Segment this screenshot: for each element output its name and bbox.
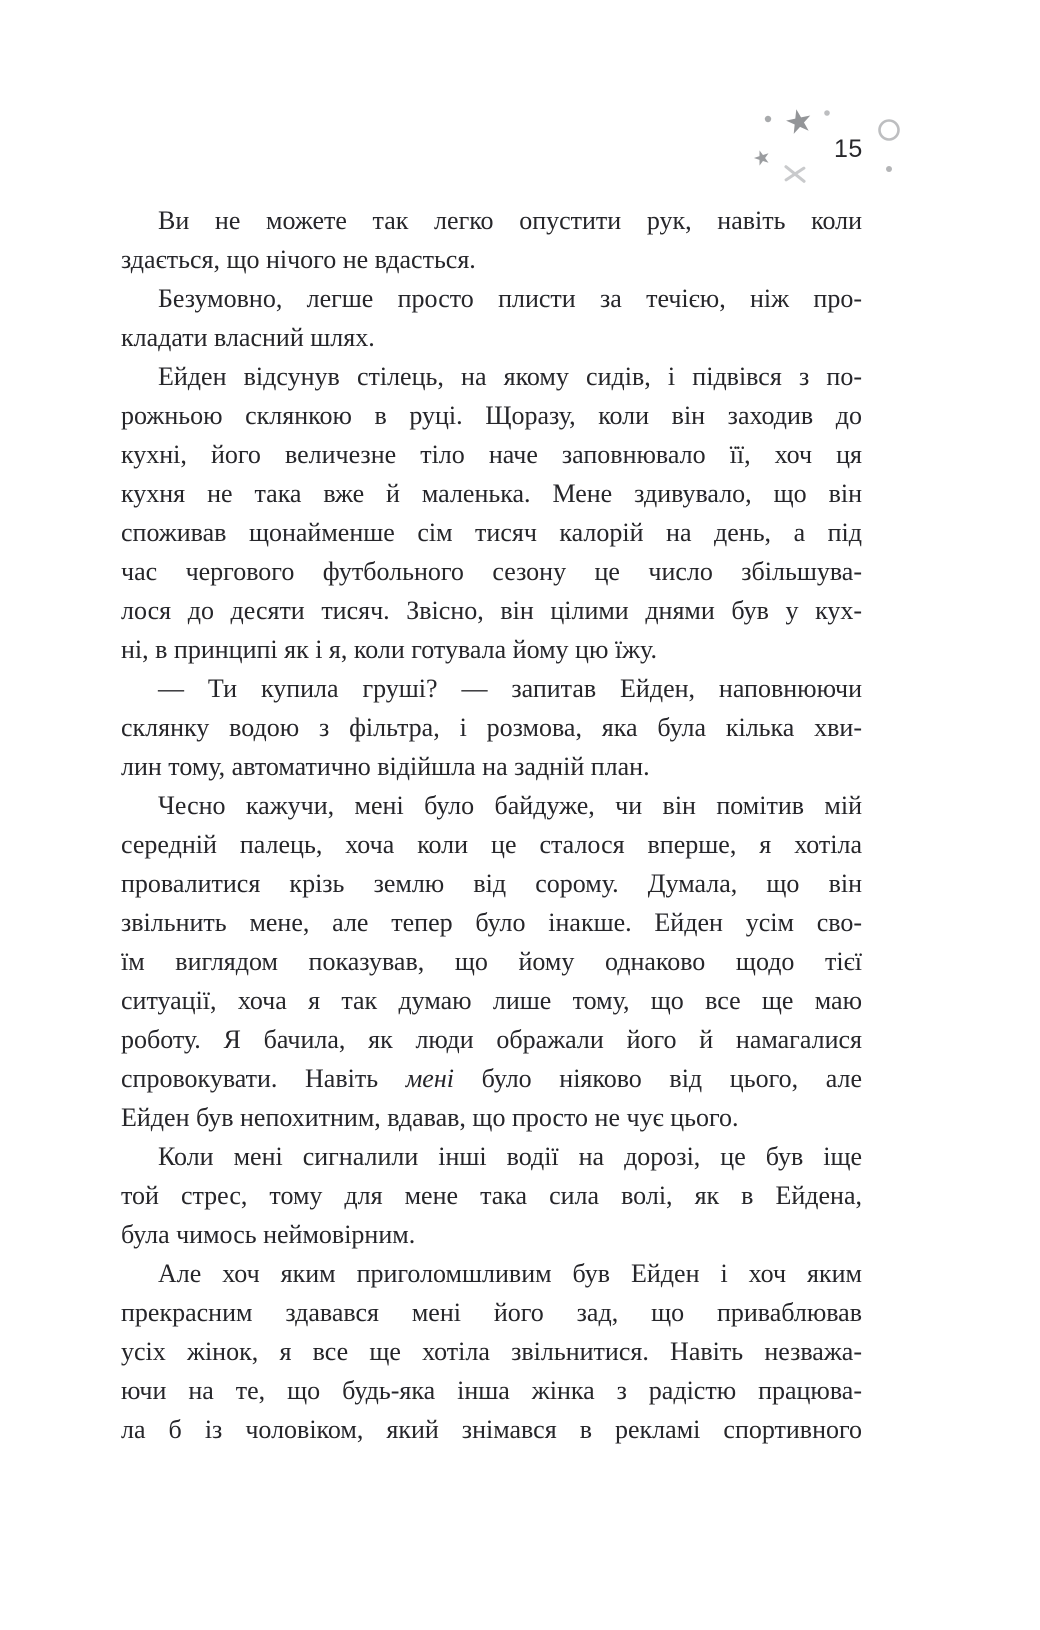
cross-icon xyxy=(784,166,806,183)
dot-icon xyxy=(765,116,771,122)
text-line: провалитися крізь землю від сорому. Думала, що він xyxy=(121,869,862,898)
text-line: спровокувати. Навіть мені було ніяково від цього, але xyxy=(121,1064,862,1093)
circle-icon xyxy=(880,121,899,140)
text-line: була чимось неймовірним. xyxy=(121,1220,416,1249)
text-line: усіх жінок, я все ще хотіла звільнитися. Навіть незважа- xyxy=(121,1337,862,1366)
dot-icon xyxy=(886,166,892,172)
text-line: лин тому, автоматично відійшла на задній план. xyxy=(121,752,650,781)
text-line: прекрасним здавався мені його зад, що приваблював xyxy=(121,1298,862,1327)
text-line: споживав щонайменше сім тисяч калорій на день, а під xyxy=(121,518,862,547)
text-line: середній палець, хоча коли це сталося вперше, я хотіла xyxy=(121,830,862,859)
star-icon xyxy=(752,148,771,167)
text-line: здається, що нічого не вдасться. xyxy=(121,245,476,274)
text-line: — Ти купила груші? — запитав Ейден, наповнюючи xyxy=(158,674,862,703)
text-line: Ви не можете так легко опустити рук, навіть коли xyxy=(158,206,862,235)
text-line: роботу. Я бачила, як люди ображали його й намагалися xyxy=(121,1025,862,1054)
text-line: лося до десяти тисяч. Звісно, він цілими днями був у кух- xyxy=(121,596,862,625)
text-line: ситуації, хоча я так думаю лише тому, що все ще маю xyxy=(121,986,862,1015)
text-line: кладати власний шлях. xyxy=(121,323,375,352)
text-line: їм виглядом показував, що йому однаково щодо тієї xyxy=(121,947,862,976)
text-line: Але хоч яким приголомшливим був Ейден і хоч яким xyxy=(158,1259,862,1288)
text-line: ні, в принципі як і я, коли готувала йому цю їжу. xyxy=(121,635,657,664)
text-line: звільнить мене, але тепер було інакше. Ейден усім сво- xyxy=(121,908,862,937)
text-line: час чергового футбольного сезону це число збільшува- xyxy=(121,557,862,586)
text-line: склянку водою з фільтра, і розмова, яка була кілька хви- xyxy=(121,713,862,742)
text-line: кухня не така вже й маленька. Мене здивувало, що він xyxy=(121,479,862,508)
text-line: Безумовно, легше просто плисти за течією, ніж про- xyxy=(158,284,862,313)
text-line: Ейден був непохитним, вдавав, що просто не чує цього. xyxy=(121,1103,739,1132)
text-line: Чесно кажучи, мені було байдуже, чи він помітив мій xyxy=(158,791,862,820)
star-cluster-decoration xyxy=(745,100,915,185)
text-line: рожньою склянкою в руці. Щоразу, коли він заходив до xyxy=(121,401,862,430)
text-line: ла б із чоловіком, який знімався в рекламі спортивного xyxy=(121,1415,862,1444)
text-line: Ейден відсунув стілець, на якому сидів, і підвівся з по- xyxy=(158,362,862,391)
page-number: 15 xyxy=(834,135,863,163)
text-line: ючи на те, що будь-яка інша жінка з радістю працюва- xyxy=(121,1376,862,1405)
body-text xyxy=(121,201,862,1449)
dot-icon xyxy=(824,110,830,116)
text-line: кухні, його величезне тіло наче заповнювало її, хоч ця xyxy=(121,440,862,469)
text-line: той стрес, тому для мене така сила волі, як в Ейдена, xyxy=(121,1181,862,1210)
star-icon xyxy=(784,107,813,135)
text-line: Коли мені сигналили інші водії на дорозі, це був іще xyxy=(158,1142,862,1171)
